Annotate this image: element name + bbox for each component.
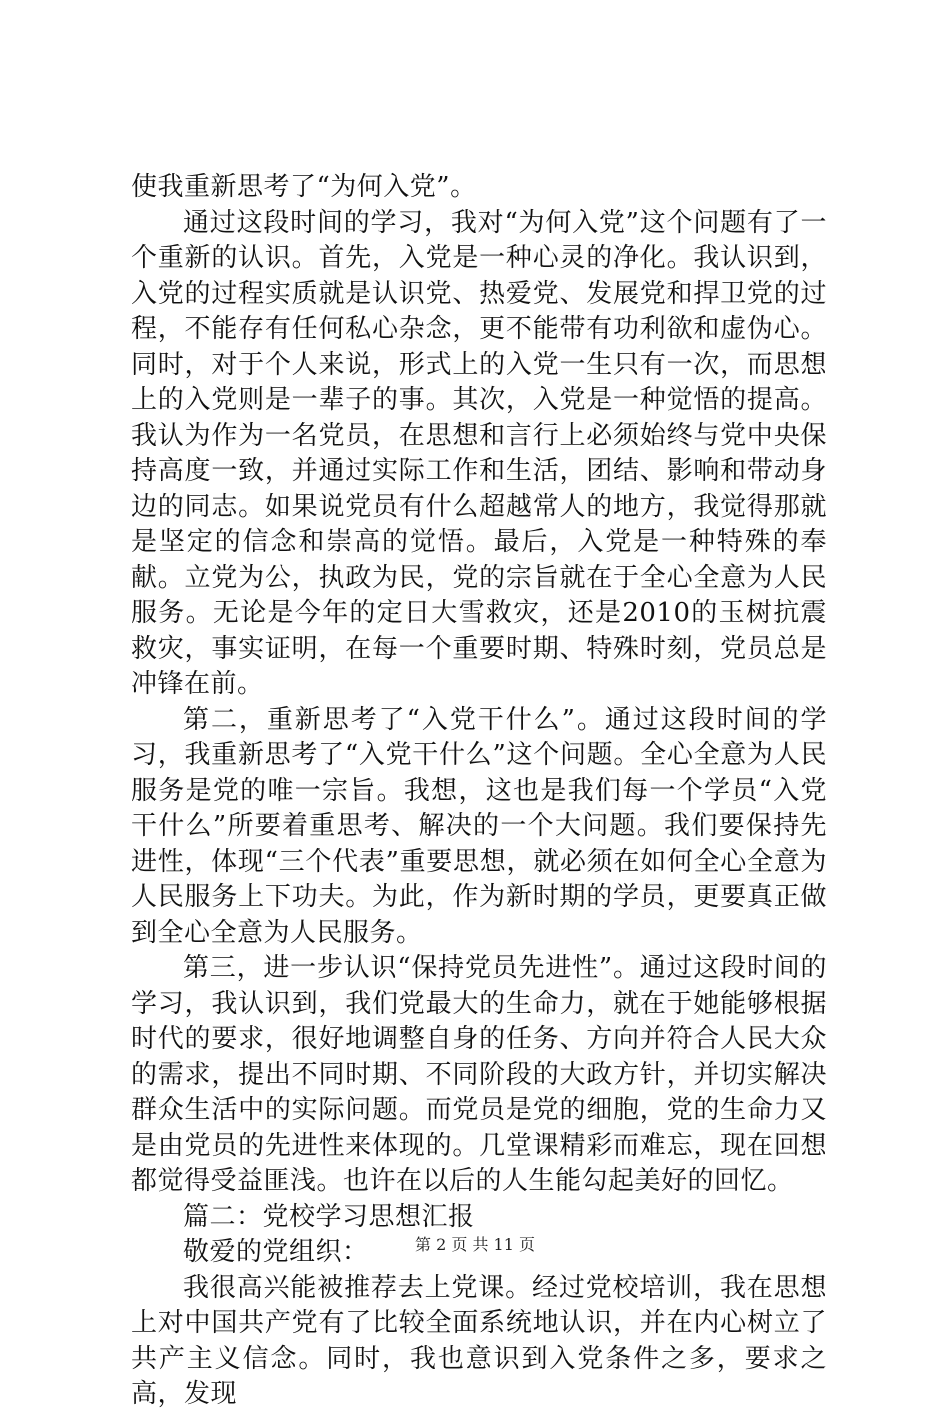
paragraph-continuation: 使我重新思考了“为何入党”。 [131,172,477,202]
paragraph-intro: 我很高兴能被推荐去上党课。经过党校培训，我在思想上对中国共产党有了比较全面系统地认识，并在内心树立了共产主义信念。同时，我也意识到入党条件之多，要求之高，发现 [131,1272,827,1409]
paragraph-third-point: 第三，进一步认识“保持党员先进性”。通过这段时间的学习，我认识到，我们党最大的生命力，就在于她能够根据时代的要求，很好地调整自身的任务、方向并符合人民大众的需求，提出不同时期、不同阶段的大政方针，并切实解决群众生活中的实际问题。而党员是党的细胞，党的生命力又是由党员的先进性来体现的。几堂课精彩而难忘，现在回想都觉得受益匪浅。也许在以后的人生能勾起美好的回忆。 [131,953,827,1196]
section-heading: 篇二：党校学习思想汇报 [183,1201,475,1232]
salutation: 敬爱的党组织： [183,1237,369,1267]
paragraph-why-join: 通过这段时间的学习，我对“为何入党”这个问题有了一个重新的认识。首先，入党是一种心灵的净化。我认识到，入党的过程实质就是认识党、热爱党、发展党和捍卫党的过程，不能存有任何私心杂念，更不能带有功利欲和虚伪心。同时，对于个人来说，形式上的入党一生只有一次，而思想上的入党则是一辈子的事。其次，入党是一种觉悟的提高。我认为作为一名党员，在思想和言行上必须始终与党中央保持高度一致，并通过实际工作和生活，团结、影响和带动身边的同志。如果说党员有什么超越常人的地方，我觉得那就是坚定的信念和崇高的觉悟。最后，入党是一种特殊的奉献。立党为公，执政为民，党的宗旨就在于全心全意为人民服务。无论是今年的定日大雪救灾，还是2010的玉树抗震救灾，事实证明，在每一个重要时期、特殊时刻，党员总是冲锋在前。 [131,207,827,699]
paragraph-second-point: 第二，重新思考了“入党干什么”。通过这段时间的学习，我重新思考了“入党干什么”这个问题。全心全意为人民服务是党的唯一宗旨。我想，这也是我们每一个学员“入党干什么”所要着重思考、解决的一个大问题。我们要保持先进性，体现“三个代表”重要思想，就必须在如何全心全意为人民服务上下功夫。为此，作为新时期的学员，更要真正做到全心全意为人民服务。 [131,704,827,948]
document-body [131,170,827,1413]
page-footer: 第 2 页 共 11 页 [415,1235,535,1254]
